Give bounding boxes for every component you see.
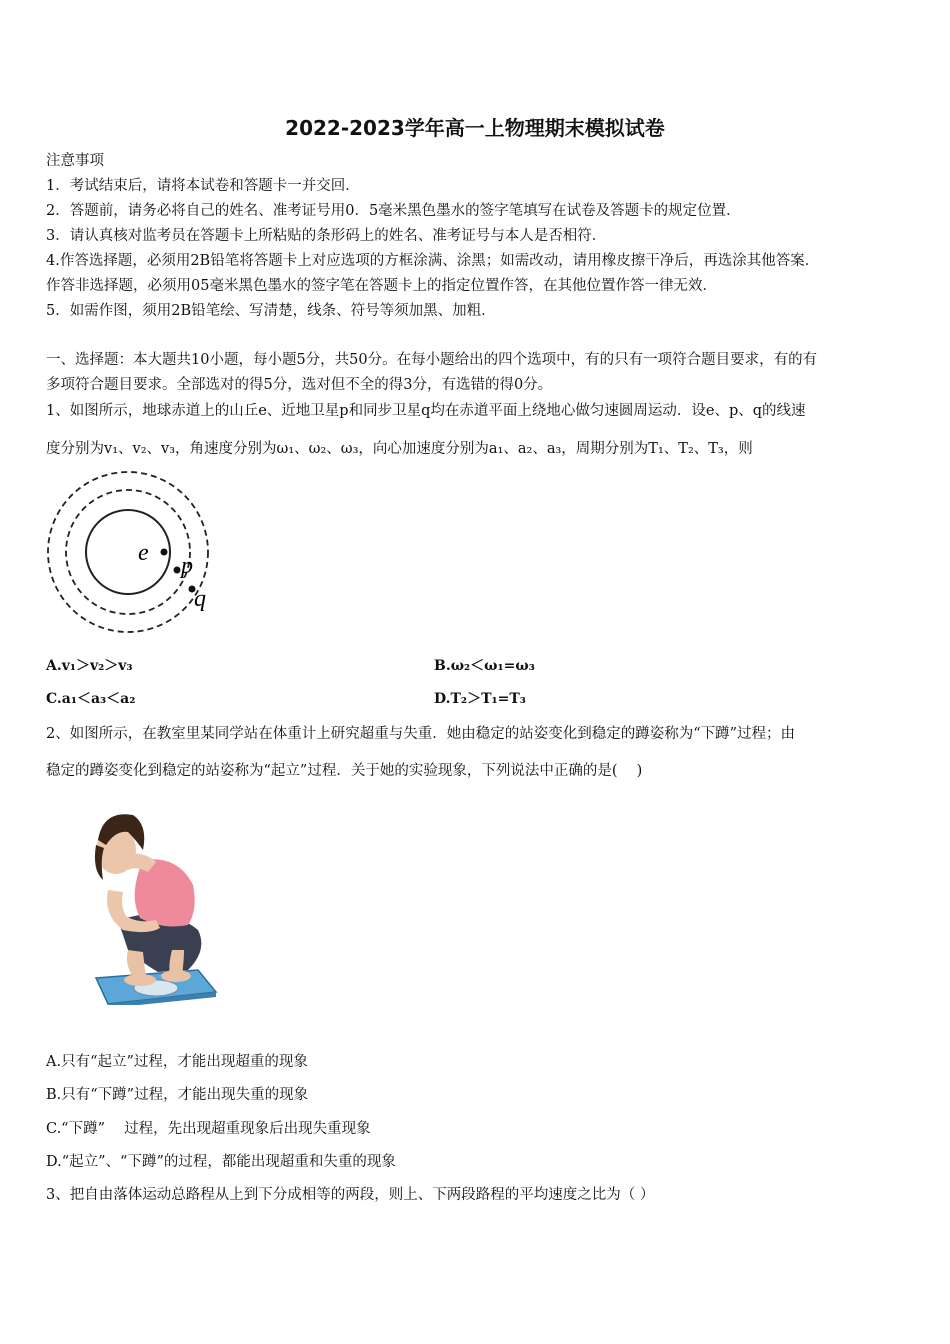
near-earth-orbit (66, 490, 190, 614)
point-e (161, 549, 168, 556)
earth-circle (86, 510, 170, 594)
q2-stem-line2: 稳定的蹲姿变化到稳定的站姿称为“起立”过程．关于她的实验现象，下列说法中正确的是( ) (46, 763, 643, 779)
q2-option-b: B.只有“下蹲”过程，才能出现失重的现象 (46, 1087, 309, 1103)
notice-item-4-cont: 作答非选择题，必须用05毫米黑色墨水的签字笔在答题卡上的指定位置作答，在其他位置作答一律无效． (46, 278, 717, 294)
q1-option-a: A.v₁＞v₂＞v₃ (46, 658, 133, 674)
notice-item-5: 5．如需作图，须用2B铅笔绘、写清楚，线条、符号等须加黑、加粗． (46, 303, 496, 319)
q1-option-b: B.ω₂＜ω₁=ω₃ (434, 658, 535, 674)
section-instructions-line1: 一、选择题：本大题共10小题，每小题5分，共50分。在每小题给出的四个选项中，有的只有一项符合题目要求，有的有 (46, 352, 818, 368)
label-q: q (194, 586, 206, 612)
q3-stem-line1: 3、把自由落体运动总路程从上到下分成相等的两段，则上、下两段路程的平均速度之比为（ ） (46, 1187, 655, 1203)
q2-stem-line1: 2、如图所示，在教室里某同学站在体重计上研究超重与失重．她由稳定的站姿变化到稳定的蹲姿称为“下蹲”过程；由 (46, 726, 796, 742)
point-p (174, 567, 181, 574)
page-title: 2022-2023学年高一上物理期末模拟试卷 (285, 116, 665, 140)
q1-stem-line2: 度分别为v₁、v₂、v₃，角速度分别为ω₁、ω₂、ω₃，向心加速度分别为a₁、a₂、a₃，周期分别为T₁、T₂、T₃，则 (46, 441, 753, 457)
notice-item-3: 3．请认真核对监考员在答题卡上所粘贴的条形码上的姓名、准考证号与本人是否相符． (46, 228, 607, 244)
q1-option-d: D.T₂＞T₁=T₃ (434, 691, 526, 707)
q1-option-c: C.a₁＜a₃＜a₂ (46, 691, 136, 707)
notice-item-4: 4.作答选择题，必须用2B铅笔将答题卡上对应选项的方框涂满、涂黑；如需改动，请用橡皮擦干净后，再选涂其他答案． (46, 253, 820, 269)
q2-option-c: C.“下蹲” 过程，先出现超重现象后出现失重现象 (46, 1121, 371, 1137)
synchronous-orbit (48, 472, 208, 632)
section-instructions-line2: 多项符合题目要求。全部选对的得5分，选对但不全的得3分，有选错的得0分。 (46, 377, 553, 393)
orbit-diagram (46, 470, 216, 635)
q2-option-a: A.只有“起立”过程，才能出现超重的现象 (46, 1054, 308, 1070)
notice-heading: 注意事项 (46, 153, 104, 169)
notice-item-2: 2．答题前，请务必将自己的姓名、准考证号用0．5毫米黑色墨水的签字笔填写在试卷及答题卡的规定位置． (46, 203, 741, 219)
q1-stem-line1: 1、如图所示，地球赤道上的山丘e、近地卫星p和同步卫星q均在赤道平面上绕地心做匀速圆周运动．设e、p、q的线速 (46, 403, 806, 419)
q2-option-d: D.“起立”、“下蹲”的过程，都能出现超重和失重的现象 (46, 1154, 396, 1170)
squatting-student-illustration (48, 800, 228, 1005)
notice-item-1: 1．考试结束后，请将本试卷和答题卡一并交回． (46, 178, 360, 194)
label-e: e (138, 540, 149, 566)
label-p: p (181, 553, 193, 579)
